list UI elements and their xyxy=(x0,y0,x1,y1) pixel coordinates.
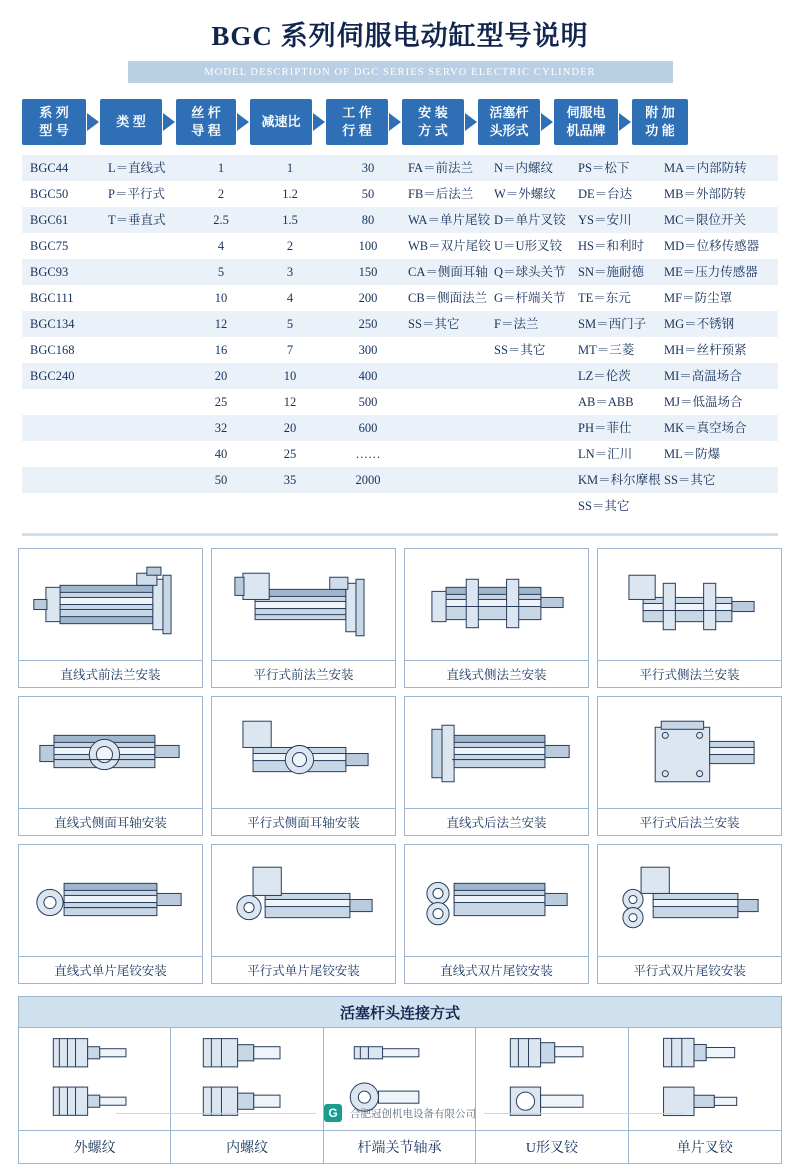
cell-series-5: BGC111 xyxy=(30,291,74,305)
header-mounting xyxy=(402,99,464,145)
gallery-caption: 平行式后法兰安装 xyxy=(598,808,781,835)
cell-series-0: BGC44 xyxy=(30,161,69,175)
cell-brand-6: SM＝西门子 xyxy=(578,317,647,331)
column-rod-head xyxy=(494,155,578,363)
cell-stroke-1: 50 xyxy=(361,187,375,201)
footer xyxy=(0,1104,800,1122)
gallery-item xyxy=(18,696,203,836)
cell-ratio-0: 1 xyxy=(286,161,294,175)
cell-brand-5: TE＝东元 xyxy=(578,291,631,305)
cell-series-4: BGC93 xyxy=(30,265,69,279)
cell-brand-9: AB＝ABB xyxy=(578,395,634,409)
cell-series-6: BGC134 xyxy=(30,317,75,331)
cell-extra-7: MH＝丝杆预紧 xyxy=(664,343,747,357)
footer-rule-left xyxy=(116,1113,316,1114)
cell-rodhead-0: N＝内螺纹 xyxy=(494,161,554,175)
cell-lead-3: 4 xyxy=(217,239,225,253)
gallery-item xyxy=(18,844,203,984)
cell-stroke-12: 2000 xyxy=(355,473,381,487)
rod-head-caption: 外螺纹 xyxy=(19,1130,170,1163)
cell-lead-4: 5 xyxy=(217,265,225,279)
cell-lead-1: 2 xyxy=(217,187,225,201)
rod-head-item xyxy=(324,1028,476,1163)
header-stroke-line2: 行 程 xyxy=(342,123,372,138)
cell-stroke-4: 150 xyxy=(358,265,378,279)
cylinder-single-clevis-inline-icon xyxy=(19,845,202,956)
cell-stroke-6: 250 xyxy=(358,317,378,331)
cell-rodhead-7: SS＝其它 xyxy=(494,343,546,357)
gallery-caption: 平行式双片尾铰安装 xyxy=(598,956,781,983)
cell-extra-11: ML＝防爆 xyxy=(664,447,721,461)
section-divider xyxy=(22,533,778,536)
header-stroke-line1: 工 作 xyxy=(342,105,372,121)
cylinder-trunnion-inline-icon xyxy=(19,697,202,808)
gallery-caption: 直线式侧面耳轴安装 xyxy=(19,808,202,835)
column-type xyxy=(108,155,190,233)
rod-head-caption: 内螺纹 xyxy=(171,1130,322,1163)
cell-lead-12: 50 xyxy=(214,473,228,487)
cylinder-side-flange-inline-icon xyxy=(405,549,588,660)
gallery-item xyxy=(404,548,589,688)
cell-stroke-11: …… xyxy=(355,447,381,461)
rod-head-item xyxy=(171,1028,323,1163)
rod-head-grid xyxy=(19,1028,781,1163)
header-stroke xyxy=(326,99,388,145)
cylinder-trunnion-parallel-icon xyxy=(212,697,395,808)
cell-stroke-5: 200 xyxy=(358,291,378,305)
gallery-caption: 平行式单片尾铰安装 xyxy=(212,956,395,983)
header-motor-brand-line2: 机品牌 xyxy=(566,123,606,138)
cell-extra-0: MA＝内部防转 xyxy=(664,161,747,175)
cell-lead-10: 32 xyxy=(214,421,228,435)
header-reduction-ratio xyxy=(250,99,312,145)
cell-extra-12: SS＝其它 xyxy=(664,473,716,487)
cell-extra-2: MC＝限位开关 xyxy=(664,213,746,227)
cell-type-0: L＝直线式 xyxy=(108,161,166,175)
gallery-caption: 直线式前法兰安装 xyxy=(19,660,202,687)
header-screw-lead-line2: 导 程 xyxy=(191,123,221,138)
cell-stroke-10: 600 xyxy=(358,421,378,435)
cell-brand-3: HS＝和利时 xyxy=(578,239,644,253)
cell-ratio-7: 7 xyxy=(286,343,294,357)
cell-stroke-2: 80 xyxy=(361,213,375,227)
cell-extra-6: MG＝不锈钢 xyxy=(664,317,735,331)
page-title: BGC 系列伺服电动缸型号说明 xyxy=(211,21,589,51)
cell-lead-11: 40 xyxy=(214,447,228,461)
rod-head-section-title: 活塞杆头连接方式 xyxy=(19,997,781,1028)
header-series-line1: 系 列 xyxy=(39,105,69,121)
cell-ratio-5: 4 xyxy=(286,291,294,305)
cell-series-2: BGC61 xyxy=(30,213,69,227)
cylinder-front-flange-inline-icon xyxy=(19,549,202,660)
cell-mounting-2: WA＝单片尾铰 xyxy=(408,213,490,227)
cylinder-side-flange-parallel-icon xyxy=(598,549,781,660)
gallery-caption: 直线式双片尾铰安装 xyxy=(405,956,588,983)
rod-head-caption: 单片叉铰 xyxy=(629,1130,781,1163)
cell-ratio-3: 2 xyxy=(286,239,294,253)
cell-ratio-6: 5 xyxy=(286,317,294,331)
header-series-line2: 型 号 xyxy=(39,123,69,138)
cell-series-1: BGC50 xyxy=(30,187,69,201)
column-mounting xyxy=(408,155,494,337)
cell-lead-7: 16 xyxy=(214,343,228,357)
cell-stroke-9: 500 xyxy=(358,395,378,409)
cylinder-double-clevis-parallel-icon xyxy=(598,845,781,956)
rod-head-item xyxy=(476,1028,628,1163)
cylinder-rear-flange-inline-icon xyxy=(405,697,588,808)
company-logo-icon: G xyxy=(324,1104,342,1122)
cell-extra-3: MD＝位移传感器 xyxy=(664,239,760,253)
header-extra-function xyxy=(632,99,688,145)
cell-ratio-11: 25 xyxy=(283,447,297,461)
cell-extra-4: ME＝压力传感器 xyxy=(664,265,758,279)
cell-rodhead-3: U＝U形叉铰 xyxy=(494,239,563,253)
header-rod-head xyxy=(478,99,540,145)
cylinder-front-flange-parallel-icon xyxy=(212,549,395,660)
code-table-header-row xyxy=(22,99,778,145)
cylinder-rear-flange-parallel-icon xyxy=(598,697,781,808)
column-screw-lead xyxy=(190,155,252,493)
column-reduction-ratio xyxy=(252,155,328,493)
cell-ratio-12: 35 xyxy=(283,473,297,487)
cell-extra-10: MK＝真空场合 xyxy=(664,421,747,435)
cell-extra-5: MF＝防尘罩 xyxy=(664,291,733,305)
cell-lead-6: 12 xyxy=(214,317,228,331)
header-screw-lead-line1: 丝 杆 xyxy=(191,105,221,121)
gallery-item xyxy=(211,548,396,688)
header-motor-brand xyxy=(554,99,618,145)
cell-brand-0: PS＝松下 xyxy=(578,161,630,175)
cell-rodhead-5: G＝杆端关节 xyxy=(494,291,566,305)
cell-series-3: BGC75 xyxy=(30,239,69,253)
cell-rodhead-4: Q＝球头关节 xyxy=(494,265,566,279)
header-type xyxy=(100,99,162,145)
header-extra-function-line1: 附 加 xyxy=(645,105,675,121)
gallery-item xyxy=(18,548,203,688)
gallery-item xyxy=(597,844,782,984)
gallery-caption: 直线式单片尾铰安装 xyxy=(19,956,202,983)
header-rod-head-line2: 头形式 xyxy=(489,123,529,138)
cell-mounting-4: CA＝侧面耳轴 xyxy=(408,265,488,279)
cell-brand-2: YS＝安川 xyxy=(578,213,632,227)
header-motor-brand-line1: 伺服电 xyxy=(566,105,606,121)
header-mounting-line1: 安 装 xyxy=(418,105,448,121)
cell-brand-4: SN＝施耐德 xyxy=(578,265,644,279)
column-extra-function xyxy=(664,155,760,493)
cell-brand-8: LZ＝伦茨 xyxy=(578,369,631,383)
cell-brand-12: KM＝科尔摩根 xyxy=(578,473,661,487)
footer-company-name: 合肥冠创机电设备有限公司 xyxy=(350,1107,476,1120)
footer-rule-right xyxy=(484,1113,684,1114)
mounting-gallery xyxy=(18,548,782,984)
cell-type-2: T＝垂直式 xyxy=(108,213,166,227)
cell-mounting-3: WB＝双片尾铰 xyxy=(408,239,491,253)
gallery-item xyxy=(211,844,396,984)
cell-mounting-5: CB＝侧面法兰 xyxy=(408,291,488,305)
cell-brand-11: LN＝汇川 xyxy=(578,447,633,461)
cell-ratio-4: 3 xyxy=(286,265,294,279)
cell-lead-9: 25 xyxy=(214,395,228,409)
cell-stroke-7: 300 xyxy=(358,343,378,357)
cell-stroke-3: 100 xyxy=(358,239,378,253)
gallery-caption: 平行式侧面耳轴安装 xyxy=(212,808,395,835)
header-mounting-line2: 方 式 xyxy=(418,123,448,138)
cell-brand-13: SS＝其它 xyxy=(578,499,630,513)
cell-lead-5: 10 xyxy=(214,291,228,305)
code-table-body xyxy=(22,155,778,519)
rod-head-item xyxy=(19,1028,171,1163)
cylinder-single-clevis-parallel-icon xyxy=(212,845,395,956)
header-series xyxy=(22,99,86,145)
cell-brand-7: MT＝三菱 xyxy=(578,343,635,357)
cell-mounting-0: FA＝前法兰 xyxy=(408,161,474,175)
cell-mounting-1: FB＝后法兰 xyxy=(408,187,474,201)
gallery-item xyxy=(404,696,589,836)
cell-mounting-6: SS＝其它 xyxy=(408,317,460,331)
cell-ratio-9: 12 xyxy=(283,395,297,409)
column-motor-brand xyxy=(578,155,664,519)
cylinder-double-clevis-inline-icon xyxy=(405,845,588,956)
cell-stroke-0: 30 xyxy=(361,161,375,175)
cell-rodhead-1: W＝外螺纹 xyxy=(494,187,556,201)
cell-ratio-10: 20 xyxy=(283,421,297,435)
cell-extra-9: MJ＝低温场合 xyxy=(664,395,743,409)
header-reduction-ratio-line1: 减速比 xyxy=(261,114,301,130)
gallery-item xyxy=(404,844,589,984)
gallery-caption: 直线式后法兰安装 xyxy=(405,808,588,835)
column-series xyxy=(22,155,108,389)
model-code-table xyxy=(22,99,778,519)
cell-ratio-8: 10 xyxy=(283,369,297,383)
gallery-item xyxy=(597,548,782,688)
cell-series-8: BGC240 xyxy=(30,369,75,383)
rod-head-item xyxy=(629,1028,781,1163)
cell-ratio-1: 1.2 xyxy=(282,187,298,201)
cell-type-1: P＝平行式 xyxy=(108,187,165,201)
gallery-item xyxy=(597,696,782,836)
header-rod-head-line1: 活塞杆 xyxy=(489,105,529,121)
cell-series-7: BGC168 xyxy=(30,343,75,357)
cell-brand-1: DE＝台达 xyxy=(578,187,633,201)
cell-stroke-8: 400 xyxy=(358,369,378,383)
header-extra-function-line2: 功 能 xyxy=(645,123,675,138)
gallery-caption: 平行式前法兰安装 xyxy=(212,660,395,687)
cell-ratio-2: 1.5 xyxy=(282,213,298,227)
cell-lead-2: 2.5 xyxy=(213,213,229,227)
cell-extra-8: MI＝高温场合 xyxy=(664,369,742,383)
cell-lead-8: 20 xyxy=(214,369,228,383)
rod-head-section xyxy=(18,996,782,1164)
cell-brand-10: PH＝菲仕 xyxy=(578,421,632,435)
cell-rodhead-2: D＝单片叉铰 xyxy=(494,213,566,227)
column-stroke xyxy=(328,155,408,493)
rod-head-caption: 杆端关节轴承 xyxy=(324,1130,475,1163)
page-subtitle: MODEL DESCRIPTION OF DGC SERIES SERVO ELECTRIC CYLINDER xyxy=(128,61,673,83)
gallery-caption: 直线式侧法兰安装 xyxy=(405,660,588,687)
cell-rodhead-6: F＝法兰 xyxy=(494,317,539,331)
cell-extra-1: MB＝外部防转 xyxy=(664,187,746,201)
header-screw-lead xyxy=(176,99,236,145)
rod-head-caption: U形叉铰 xyxy=(476,1130,627,1163)
cell-lead-0: 1 xyxy=(217,161,225,175)
gallery-item xyxy=(211,696,396,836)
header-type-line1: 类 型 xyxy=(116,114,146,130)
gallery-caption: 平行式侧法兰安装 xyxy=(598,660,781,687)
